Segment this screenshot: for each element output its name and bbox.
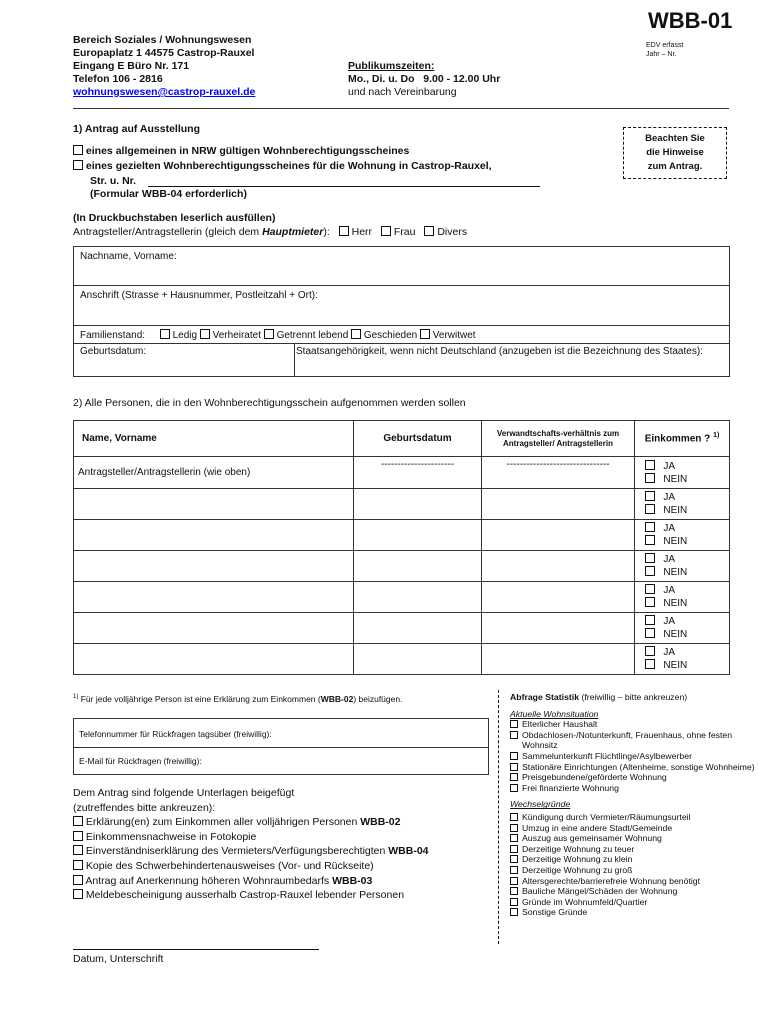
checkbox-attachment[interactable] [73,860,83,870]
office-hours [348,60,500,99]
stat-label: Preisgebundene/geförderte Wohnung [522,772,667,783]
stat-item [510,751,760,762]
stat-item [510,823,760,834]
attachment-label: Einkommensnachweise in Fotokopie [85,830,257,843]
table-row [74,457,730,489]
checkbox-no[interactable] [645,535,655,545]
marital-row [80,329,476,341]
income-yes [645,553,728,566]
persons-table [73,420,730,675]
checkbox-stat[interactable] [510,763,518,771]
section2-title: 2) Alle Personen, die in den Wohnberechtigungsschein aufgenommen werden sollen [73,397,466,409]
option-label: eines gezielten Wohnberechtigungsscheines für die Wohnung in Castrop-Rauxel, [85,160,492,172]
checkbox-stat[interactable] [510,834,518,842]
no-label: NEIN [663,629,688,640]
col-name: Name, Vorname [74,421,354,457]
checkbox-stat[interactable] [510,773,518,781]
checkbox-no[interactable] [645,504,655,514]
col-income [635,421,730,457]
yes-label: JA [663,647,676,658]
checkbox-no[interactable] [645,628,655,638]
nationality-label: Staatsangehörigkeit, wenn nicht Deutschland (anzugeben ist die Bezeichnung des Staates): [296,346,703,357]
street-input[interactable] [148,186,540,187]
col-relation: Verwandtschafts-verhältnis zum Antragsteller/ Antragstellerin [482,421,635,457]
person-relation[interactable] [482,644,635,675]
person-birth[interactable] [354,551,482,582]
notice-line: Beachten Sie [645,133,705,144]
table-row [74,613,730,644]
notice-line: die Hinweise [646,147,704,158]
person-birth[interactable] [354,582,482,613]
income-no [645,504,728,517]
stat-item [510,907,760,918]
col-birth: Geburtsdatum [354,421,482,457]
address-line: Europaplatz 1 44575 Castrop-Rauxel [73,47,255,59]
checkbox-yes[interactable] [645,522,655,532]
person-name[interactable] [74,520,354,551]
no-label: NEIN [663,505,688,516]
income-cell [635,489,730,520]
person-relation[interactable] [482,520,635,551]
stat-label: Auszug aus gemeinsamer Wohnung [522,833,662,844]
phone-label: Telefonnummer für Rückfragen tagsüber (freiwillig): [79,729,272,739]
checkbox-stat[interactable] [510,887,518,895]
income-no [645,535,728,548]
person-name[interactable] [74,582,354,613]
income-cell [635,551,730,582]
no-label: NEIN [663,598,688,609]
checkbox-frau[interactable] [381,226,391,236]
no-label: NEIN [663,567,688,578]
no-label: NEIN [663,660,688,671]
attachment-label: Erklärung(en) zum Einkommen aller volljährigen Personen [85,816,361,829]
checkbox-yes[interactable] [645,615,655,625]
checkbox-stat[interactable] [510,855,518,863]
notice-line: zum Antrag. [647,161,703,172]
notice-box [623,127,727,179]
stat-item [510,719,760,730]
marital-label: Familienstand: [80,330,146,341]
footnote-sup: 1) [73,694,79,701]
person-name[interactable] [74,613,354,644]
checkbox-herr[interactable] [339,226,349,236]
income-yes [645,615,728,628]
hours-line: und nach Vereinbarung [348,86,457,98]
request-specific [73,160,492,172]
option-label: eines allgemeinen in NRW gültigen Wohnberechtigungsscheines [85,145,410,157]
form-id: WBB-01 [648,8,733,33]
applicant-line [73,226,467,238]
col-income-sup: 1) [713,432,720,440]
stat-item [510,783,760,794]
checkbox-geschieden[interactable] [351,329,361,339]
person-relation[interactable] [482,613,635,644]
yes-label: JA [663,585,676,596]
email-field[interactable] [74,747,488,774]
stat-item [510,730,760,751]
section1-title: 1) Antrag auf Ausstellung [73,123,200,135]
table-row [74,489,730,520]
header-divider [73,108,729,109]
name-label: Nachname, Vorname: [80,251,177,262]
person-name[interactable] [74,551,354,582]
column-divider [498,690,499,944]
stat-item [510,854,760,865]
signature-label: Datum, Unterschrift [73,953,164,965]
edv-line1: EDV erfasst [646,42,684,49]
birth-field[interactable] [74,343,295,376]
edv-line2: Jahr – Nr. [646,51,677,58]
attachment-item [73,888,429,903]
checkbox-attachment[interactable] [73,875,83,885]
edv-note [646,41,683,59]
hours-title: Publikumszeiten: [348,60,435,72]
checkbox-stat[interactable] [510,877,518,885]
attachment-form: WBB-03 [332,874,373,887]
stat-label: Gründe im Wohnumfeld/Quartier [522,896,648,907]
income-no [645,566,728,579]
table-row [74,520,730,551]
checkbox-specific[interactable] [73,160,83,170]
marital-option: Verheiratet [212,330,261,341]
checkbox-stat[interactable] [510,784,518,792]
footnote-bold: WBB-02 [320,694,354,704]
income-cell [635,582,730,613]
stat-label: Derzeitige Wohnung zu groß [522,864,633,875]
stat-item [510,762,760,773]
statistics-title [510,692,760,703]
stat-label: Altersgerechte/barrierefreie Wohnung benötigt [522,875,701,886]
applicant-label: Antragsteller/Antragstellerin (gleich dem [73,226,263,238]
table-row [74,551,730,582]
checkbox-stat[interactable] [510,824,518,832]
checkbox-getrennt[interactable] [264,329,274,339]
checkbox-divers[interactable] [424,226,434,236]
person-relation: ------------------------------- [482,457,635,489]
income-no [645,628,728,641]
table-row [74,582,730,613]
attachment-form: WBB-04 [388,845,429,858]
person-name[interactable] [74,644,354,675]
attachment-item [73,815,429,830]
stat-item [510,833,760,844]
income-yes [645,491,728,504]
stat-item [510,844,760,855]
birth-label: Geburtsdatum: [80,346,147,357]
nationality-field[interactable] [296,345,726,358]
email-link[interactable]: wohnungswesen@castrop-rauxel.de [73,86,256,98]
footnote-text-end: ) beizufügen. [353,694,403,704]
address-field[interactable] [74,285,729,326]
checkbox-yes[interactable] [645,491,655,501]
marital-option: Geschieden [363,330,418,341]
address-line: Bereich Soziales / Wohnungswesen [73,34,252,46]
yes-label: JA [663,616,676,627]
stat-item [510,876,760,887]
street-label: Str. u. Nr. [90,175,137,187]
gender-label: Frau [393,226,416,238]
col-income-label: Einkommen ? [644,433,711,445]
checkbox-yes[interactable] [645,646,655,656]
person-birth[interactable] [354,489,482,520]
yes-label: JA [663,492,676,503]
marital-option: Verwitwet [432,330,476,341]
checkbox-attachment[interactable] [73,831,83,841]
person-birth[interactable] [354,644,482,675]
applicant-label-end: ): [323,226,330,238]
table-header-row [74,421,730,457]
stat-label: Kündigung durch Vermieter/Räumungsurteil [522,811,691,822]
checkbox-stat[interactable] [510,845,518,853]
person-relation[interactable] [482,551,635,582]
checkbox-verwitwet[interactable] [420,329,430,339]
stat-label: Sammelunterkunft Flüchtlinge/Asylbewerber [522,750,692,761]
attachments-intro: Dem Antrag sind folgende Unterlagen beigefügt [73,787,295,799]
attachment-label: Antrag auf Anerkennung höheren Wohnraumbedarfs [85,874,333,887]
attachment-label: Meldebescheinigung ausserhalb Castrop-Rauxel lebender Personen [85,889,405,902]
contact-box [73,718,489,775]
income-cell [635,644,730,675]
checkbox-yes[interactable] [645,553,655,563]
checkbox-stat[interactable] [510,813,518,821]
checkbox-stat[interactable] [510,731,518,739]
stat-item [510,897,760,908]
attachment-form: WBB-02 [360,816,401,829]
checkbox-no[interactable] [645,659,655,669]
attachment-item [73,830,429,845]
attachment-label: Kopie des Schwerbehindertenausweises (Vor- und Rückseite) [85,859,374,872]
checkbox-yes[interactable] [645,584,655,594]
applicant-emphasis: Hauptmieter [262,226,324,238]
request-general [73,145,409,157]
checkbox-general[interactable] [73,145,83,155]
attachments-intro: (zutreffendes bitte ankreuzen): [73,801,216,814]
stat-label: Sonstige Gründe [522,907,588,918]
street-line [90,175,136,187]
person-relation[interactable] [482,582,635,613]
stat-item [510,886,760,897]
no-label: NEIN [663,536,688,547]
form-hint: (Formular WBB-04 erforderlich) [90,188,247,200]
person-relation[interactable] [482,489,635,520]
gender-label: Divers [437,226,468,238]
stat-label: Derzeitige Wohnung zu teuer [522,843,635,854]
person-birth: ---------------------- [354,457,482,489]
office-address [73,34,255,99]
stat-item [510,812,760,823]
person-name[interactable] [74,489,354,520]
checkbox-no[interactable] [645,566,655,576]
yes-label: JA [663,523,676,534]
income-cell [635,457,730,489]
stat-label: Stationäre Einrichtungen (Altenheime, sonstige Wohnheime) [522,761,755,772]
checkbox-stat[interactable] [510,720,518,728]
statistics-note: (freiwillig – bitte ankreuzen) [579,692,688,702]
checkbox-stat[interactable] [510,866,518,874]
attachment-item [73,874,429,889]
income-yes [645,584,728,597]
stat-label: Elterlicher Haushalt [522,719,598,730]
stat-label: Derzeitige Wohnung zu klein [522,854,633,865]
attachment-label: Einverständniserklärung des Vermieters/Verfügungsberechtigten [85,845,389,858]
attachments [73,786,429,903]
income-yes [645,522,728,535]
marital-option: Getrennt lebend [276,330,349,341]
footnote-text: Für jede volljährige Person ist eine Erklärung zum Einkommen ( [80,694,321,704]
checkbox-verheiratet[interactable] [200,329,210,339]
gender-label: Herr [351,226,373,238]
stat-item [510,865,760,876]
income-footnote [73,694,402,704]
checkbox-no[interactable] [645,473,655,483]
signature-line[interactable] [73,949,319,950]
attachment-item [73,844,429,859]
checkbox-attachment[interactable] [73,816,83,826]
current-title: Aktuelle Wohnsituation [510,708,599,719]
name-field[interactable] [74,247,729,286]
checkbox-stat[interactable] [510,898,518,906]
checkbox-attachment[interactable] [73,889,83,899]
checkbox-ledig[interactable] [160,329,170,339]
person-name: Antragsteller/Antragstellerin (wie oben) [74,457,354,489]
checkbox-stat[interactable] [510,752,518,760]
person-birth[interactable] [354,520,482,551]
reasons-title: Wechselgründe [510,799,571,810]
checkbox-no[interactable] [645,597,655,607]
checkbox-yes[interactable] [645,460,655,470]
yes-label: JA [663,554,676,565]
address-line: Eingang E Büro Nr. 171 [73,60,190,72]
attachment-item [73,859,429,874]
no-label: NEIN [663,473,688,485]
address-label: Anschrift (Strasse + Hausnummer, Postleitzahl + Ort): [80,290,318,301]
person-birth[interactable] [354,613,482,644]
checkbox-stat[interactable] [510,908,518,916]
marital-option: Ledig [172,330,198,341]
stat-label: Obdachlosen-/Notunterkunft, Frauenhaus, ohne festen Wohnsitz [522,729,733,751]
caps-hint: (In Druckbuchstaben leserlich ausfüllen) [73,212,276,224]
income-yes [645,460,728,473]
applicant-box [73,246,730,377]
income-no [645,659,728,672]
checkbox-attachment[interactable] [73,845,83,855]
income-cell [635,520,730,551]
yes-label: JA [663,460,676,472]
statistics-heading: Abfrage Statistik [510,692,580,702]
income-no [645,473,728,486]
email-label: E-Mail für Rückfragen (freiwillig): [79,756,202,766]
income-no [645,597,728,610]
stat-label: Umzug in eine andere Stadt/Gemeinde [522,822,673,833]
stat-label: Bauliche Mängel/Schäden der Wohnung [522,886,678,897]
income-cell [635,613,730,644]
statistics [510,692,760,918]
address-line: Telefon 106 - 2816 [73,73,163,85]
table-row [74,644,730,675]
phone-field[interactable] [74,719,488,748]
stat-label: Frei finanzierte Wohnung [522,782,619,793]
hours-line: Mo., Di. u. Do 9.00 - 12.00 Uhr [348,73,501,85]
income-yes [645,646,728,659]
stat-item [510,772,760,783]
